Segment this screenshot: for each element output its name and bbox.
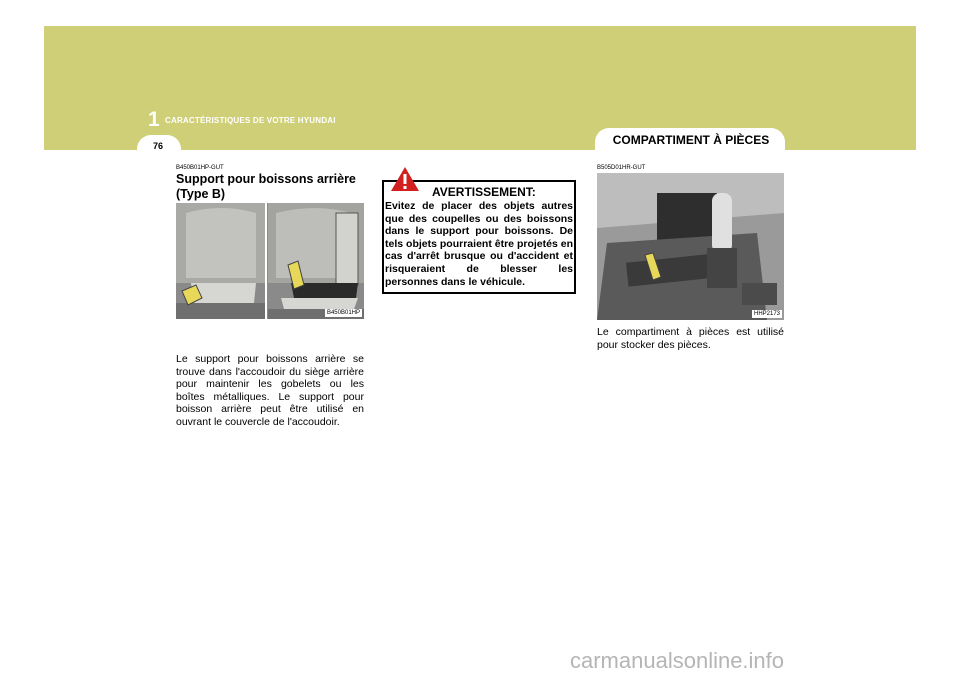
armrest-photo <box>176 203 364 319</box>
armrest-illustration <box>176 203 364 319</box>
image-code-label: HHP2173 <box>753 311 780 317</box>
warning-triangle-icon <box>390 166 420 192</box>
warning-text: Evitez de placer des objets autres que des coupelles ou des boissons dans le support pour boissons. De tels objets pourraient être projetés en cas d'arrêt brusque ou d'accident et risqueraient de blesser les personnes dans le véhicule. <box>385 200 573 288</box>
right-body-text: Le compartiment à pièces est utilisé pour stocker des pièces. <box>597 326 784 351</box>
chapter-number: 1 <box>148 108 160 131</box>
left-body-text: Le support pour boissons arrière se trouve dans l'accoudoir du siège arrière pour maintenir les gobelets ou les boîtes métalliques. Le support pour boisson arrière peut être utilisé en ouvrant le couvercle de l'accoudoir. <box>176 353 364 428</box>
warning-title: AVERTISSEMENT: <box>432 185 536 199</box>
right-ref-code: B505D01HR-GUT <box>597 165 646 171</box>
header-band <box>44 26 916 150</box>
coin-compartment-photo <box>597 173 784 320</box>
section-heading: Support pour boissons arrière (Type B) <box>176 172 356 201</box>
page-number: 76 <box>153 141 164 151</box>
chapter-title: CARACTÉRISTIQUES DE VOTRE HYUNDAI <box>165 116 336 125</box>
gear-shift-illustration <box>597 173 784 320</box>
watermark: carmanualsonline.info <box>570 648 785 673</box>
image-code-label: B450B01HP <box>326 310 360 316</box>
section-title: COMPARTIMENT À PIÈCES <box>612 133 770 147</box>
left-ref-code: B450B01HP-GUT <box>176 165 224 171</box>
